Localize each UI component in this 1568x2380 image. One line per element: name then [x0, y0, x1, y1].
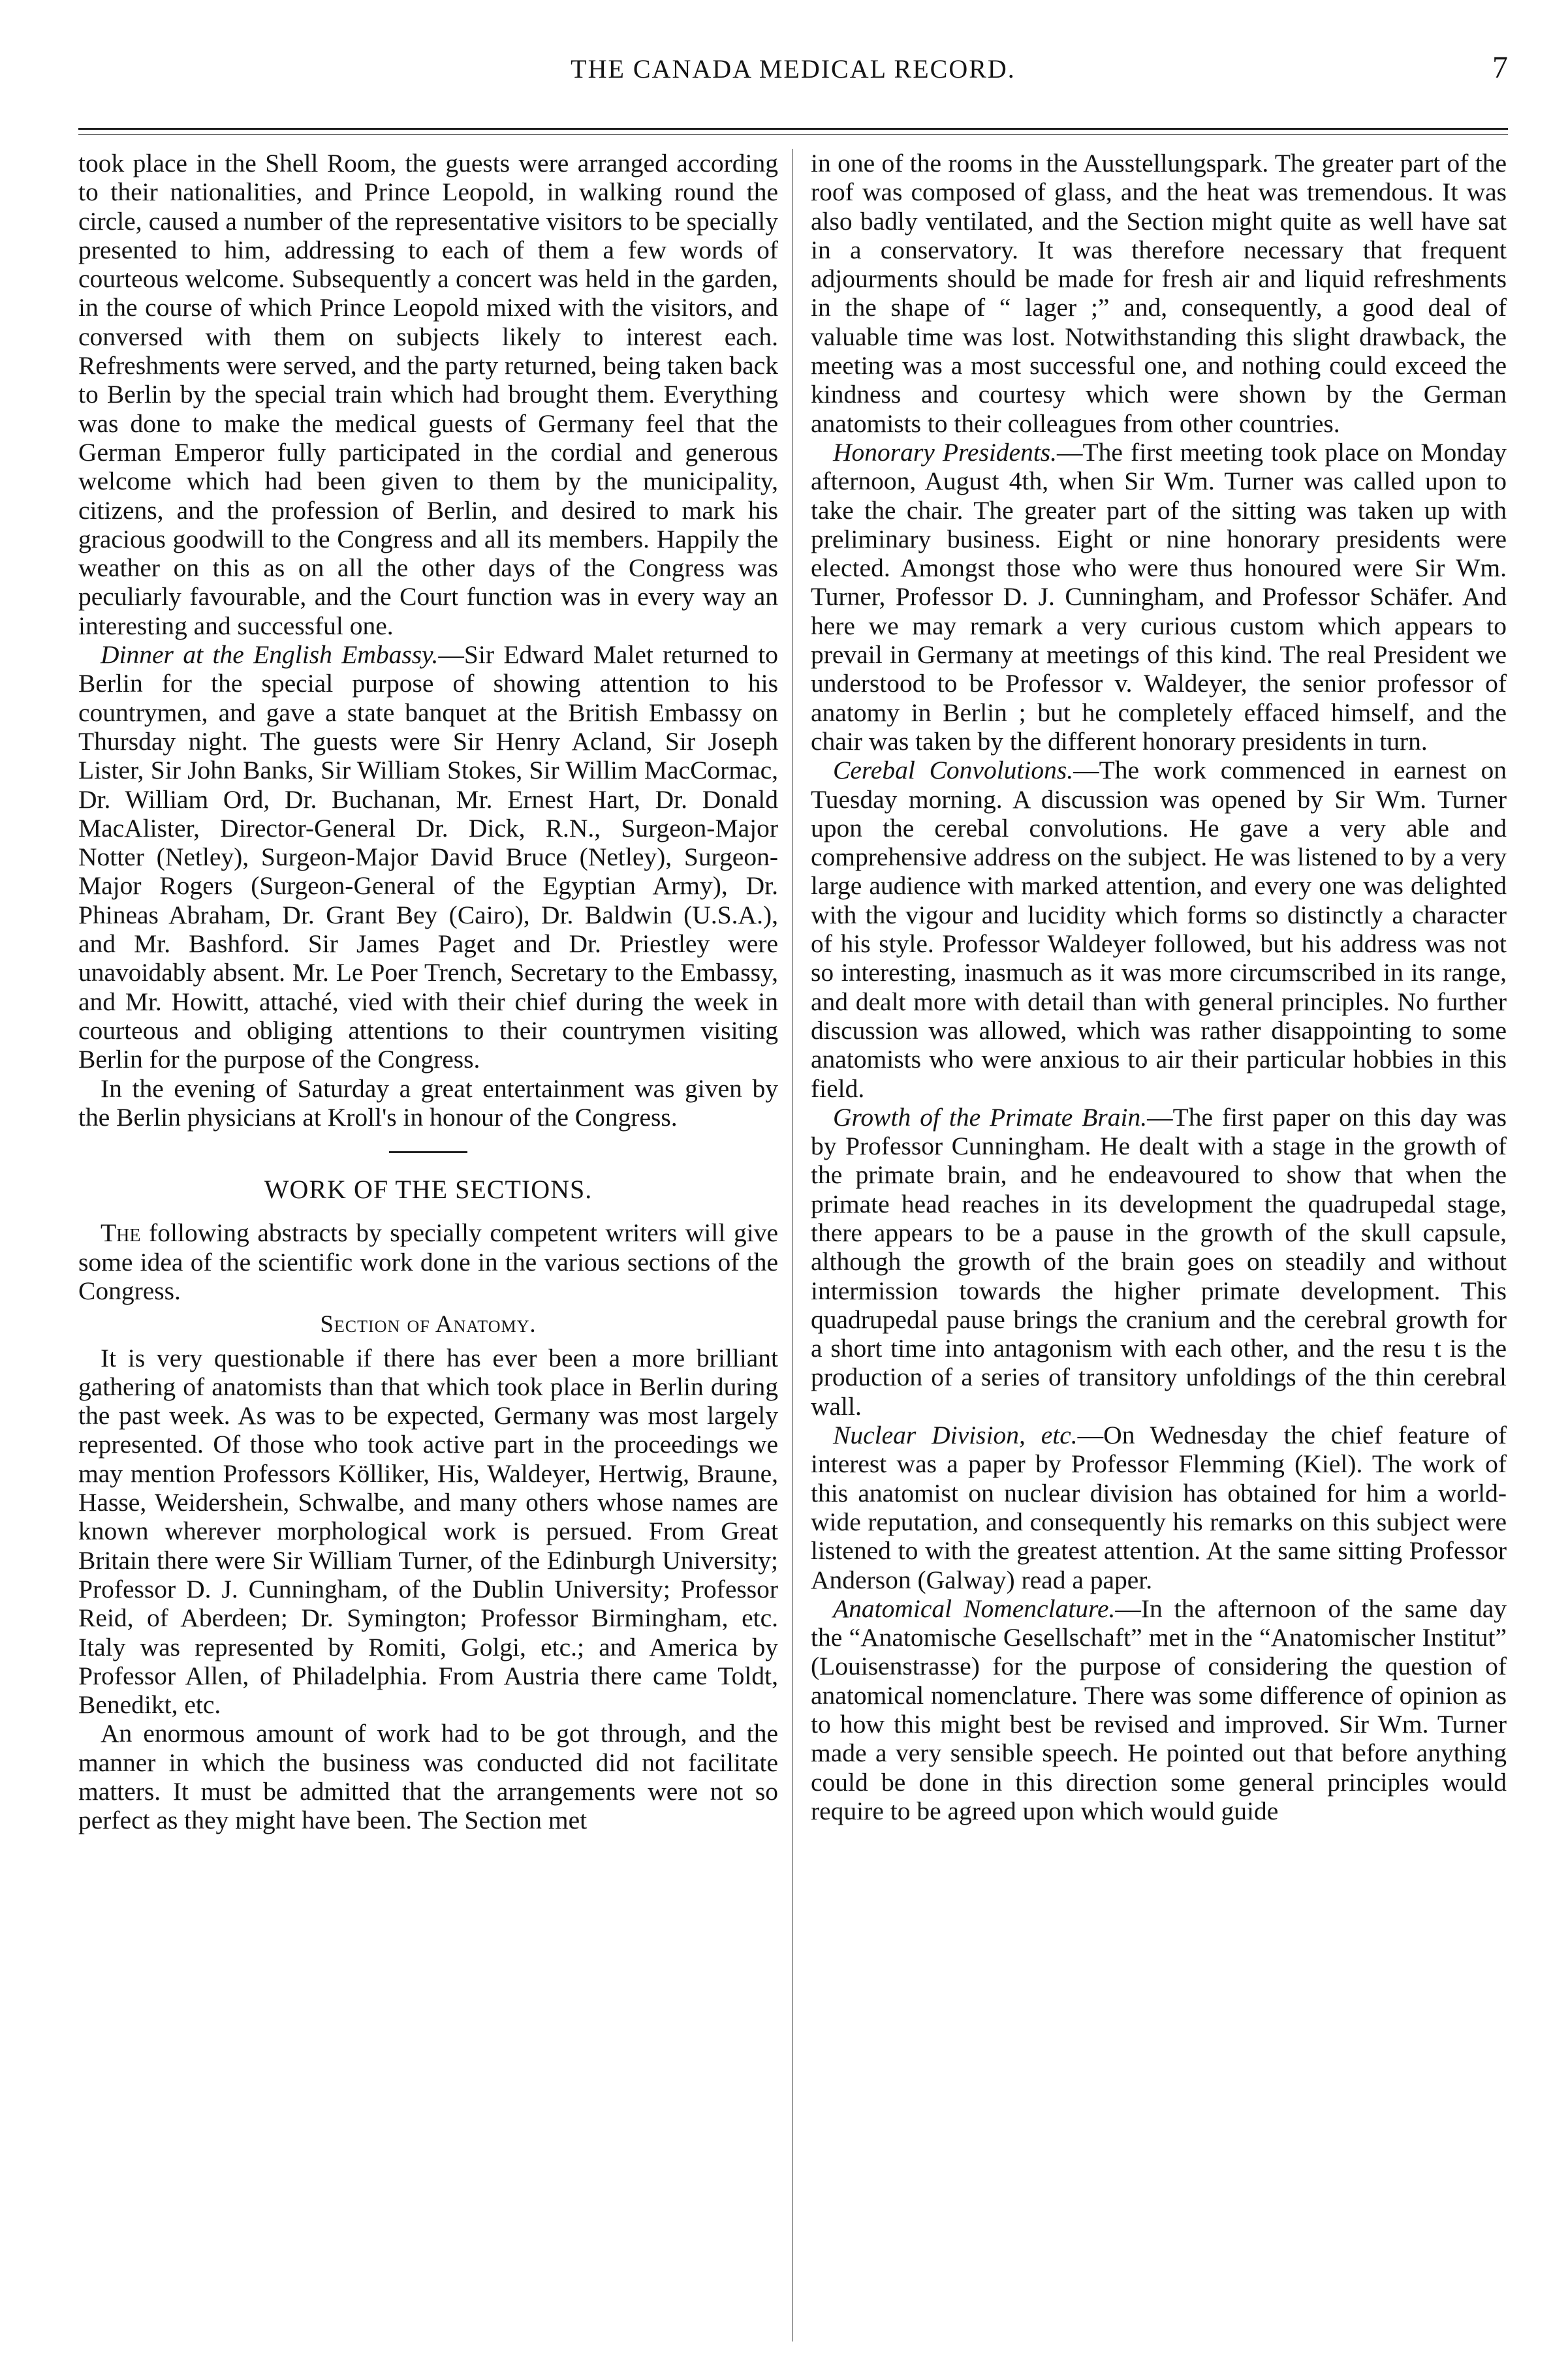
paragraph — [811, 756, 1507, 1103]
header-rule — [78, 128, 1508, 130]
paragraph — [811, 438, 1507, 756]
paragraph: It is very questionable if there has ever been a more brilliant gathering of anatomists than that which took place in Berlin during the past week. As was to be expected, Germany was most largely represented. Of those who took active part in the proceedings we may mention Professors Kölliker, His, Waldeyer, Hertwig, Braune, Hasse, Weidershein, Schwalbe, and many others whose names are known wherever morphological work is persued. From Great Britain there were Sir William Turner, of the Edinburgh University; Professor D. J. Cunningham, of the Dublin University; Professor Reid, of Aberdeen; Dr. Symington; Professor Birmingham, etc. Italy was represented by Romiti, Golgi, etc.; and America by Professor Allen, of Philadelphia. From Austria there came Toldt, Benedikt, etc. — [78, 1343, 778, 1720]
side-heading: Dinner at the English Embassy. — [101, 640, 439, 670]
page-header — [78, 50, 1508, 93]
right-column — [811, 149, 1507, 1825]
column-divider — [792, 149, 793, 2341]
subsection-title: Section of Anatomy. — [320, 1311, 537, 1338]
section-title: WORK OF THE SECTIONS. — [264, 1175, 593, 1205]
side-heading: Nuclear Division, etc. — [833, 1421, 1078, 1450]
paragraph-text: —The first paper on this day was by Professor Cunningham. He dealt with a stage in the growth of the primate brain, and he endeavoured to show that when the primate head reaches in its development the quadrupedal stage, there appears to be a pause in the growth of the skull capsule, although the growth of the brain goes on steadily and without intermission towards the higher primate development. This quadrupedal pause brings the cranium and the cerebral growth for a short time into antagonism with each other, and the resu t is the production of a series of transitory unfoldings of the thin cerebral wall. — [811, 1102, 1507, 1421]
paragraph — [811, 1421, 1507, 1594]
paragraph: took place in the Shell Room, the guests were arranged according to their nationalities, and Prince Leopold, in walking round the circle, caused a number of the representative visitors to be specially presented to him, addressing to each of them a few words of courteous welcome. Subsequently a concert was held in the garden, in the course of which Prince Leopold mixed with the visitors, and conversed with them on subjects likely to interest each. Refreshments were served, and the party returned, being taken back to Berlin by the special train which had brought them. Everything was done to make the medical guests of Germany feel that the German Emperor fully participated in the cordial and generous welcome which had been given to them by the municipality, citizens, and the profession of Berlin, and desired to mark his gracious goodwill to the Congress and all its members. Happily the weather on this as on all the other days of the Congress was peculiarly favourable, and the Court function was in every way an interesting and successful one. — [78, 149, 778, 640]
lead-word: The — [101, 1218, 141, 1248]
paragraph — [811, 1594, 1507, 1825]
side-heading: Growth of the Primate Brain. — [833, 1102, 1148, 1132]
paragraph-text: —The first meeting took place on Monday afternoon, August 4th, when Sir Wm. Turner was called upon to take the chair. The greater part of the sitting was taken up with preliminary business. Eight or nine honorary presidents were elected. Amongst those who were thus honoured were Sir Wm. Turner, Professor D. J. Cunningham, and Professor Schäfer. And here we may remark a very curious custom which appears to prevail in Germany at meetings of this kind. The real President we understood to be Professor v. Waldeyer, the senior professor of anatomy in Berlin ; but he completely effaced himself, and the chair was taken by the different honorary presidents in turn. — [811, 437, 1507, 756]
paragraph: An enormous amount of work had to be got through, and the manner in which the business was conducted did not facilitate matters. It must be admitted that the arrangements were not so perfect as they might have been. The Section met — [78, 1719, 778, 1835]
side-heading: Anatomical Nomenclature. — [833, 1594, 1116, 1623]
left-column — [78, 149, 778, 1835]
side-heading: Cerebal Convolutions. — [833, 756, 1074, 785]
section-divider — [389, 1151, 467, 1153]
paragraph — [78, 1218, 778, 1305]
paragraph-text: —The work commenced in earnest on Tuesday morning. A discussion was opened by Sir Wm. Turner upon the cerebal convolutions. He gave a very able and comprehensive address on the subject. He was listened to by a very large audience with marked attention, and every one was delighted with the vigour and lucidity which forms so distinctly a character of his style. Professor Waldeyer followed, but his address was not so interesting, inasmuch as it was more circumscribed in its range, and dealt more with detail than with general principles. No further discussion was allowed, which was rather disappointing to some anatomists who were anxious to air their particular hobbies in this field. — [811, 756, 1507, 1103]
paragraph — [78, 640, 778, 1074]
paragraph: in one of the rooms in the Ausstellungspark. The greater part of the roof was composed of glass, and the heat was tremendous. It was also badly ventilated, and the Section might quite as well have sat in a conservatory. It was therefore necessary that frequent adjourments should be made for fresh air and liquid refreshments in the shape of “ lager ;” and, consequently, a good deal of valuable time was lost. Notwithstanding this slight drawback, the meeting was a most successful one, and nothing could exceed the kindness and courtesy which were shown by the German anatomists to their colleagues from other countries. — [811, 149, 1507, 438]
running-title: THE CANADA MEDICAL RECORD. — [571, 54, 1016, 84]
paragraph: In the evening of Saturday a great entertainment was given by the Berlin physicians at Kroll's in honour of the Congress. — [78, 1074, 778, 1132]
paragraph-text: —Sir Edward Malet returned to Berlin for the special purpose of showing attention to his countrymen, and gave a state banquet at the British Embassy on Thursday night. The guests were Sir Henry Acland, Sir Joseph Lister, Sir John Banks, Sir William Stokes, Sir Willim MacCormac, Dr. William Ord, Dr. Buchanan, Mr. Ernest Hart, Dr. Donald MacAlister, Director-General Dr. Dick, R.N., Surgeon-Major Notter (Netley), Surgeon-Major David Bruce (Netley), Surgeon-Major Rogers (Surgeon-General of the Egyptian Army), Dr. Phineas Abraham, Dr. Grant Bey (Cairo), Dr. Baldwin (U.S.A.), and Mr. Bashford. Sir James Paget and Dr. Priestley were unavoidably absent. Mr. Le Poer Trench, Secretary to the Embassy, and Mr. Howitt, attaché, vied with their chief during the week in courteous and obliging attentions to their countrymen visiting Berlin for the purpose of the Congress. — [78, 640, 778, 1074]
paragraph — [811, 1103, 1507, 1421]
side-heading: Honorary Presidents. — [833, 437, 1058, 467]
paragraph-text: —In the afternoon of the same day the “Anatomische Gesellschaft” met in the “Anatomischer Institut” (Louisenstrasse) for the purpose of considering the question of anatomical nomenclature. There was some difference of opinion as to how this might best be revised and improved. Sir Wm. Turner made a very sensible speech. He pointed out that before anything could be done in this direction some general principles would require to be agreed upon which would guide — [811, 1594, 1507, 1825]
paragraph-text: following abstracts by specially competent writers will give some idea of the scientific work done in the various sections of the Congress. — [78, 1218, 778, 1305]
paragraph-text: —On Wednesday the chief feature of interest was a paper by Professor Flemming (Kiel). The work of this anatomist on nuclear division has obtained for him a world-wide reputation, and consequently his remarks on this subject were listened to with the greatest attention. At the same sitting Professor Anderson (Galway) read a paper. — [811, 1421, 1507, 1594]
header-rule-thin — [78, 134, 1508, 135]
page-number: 7 — [1492, 50, 1508, 85]
